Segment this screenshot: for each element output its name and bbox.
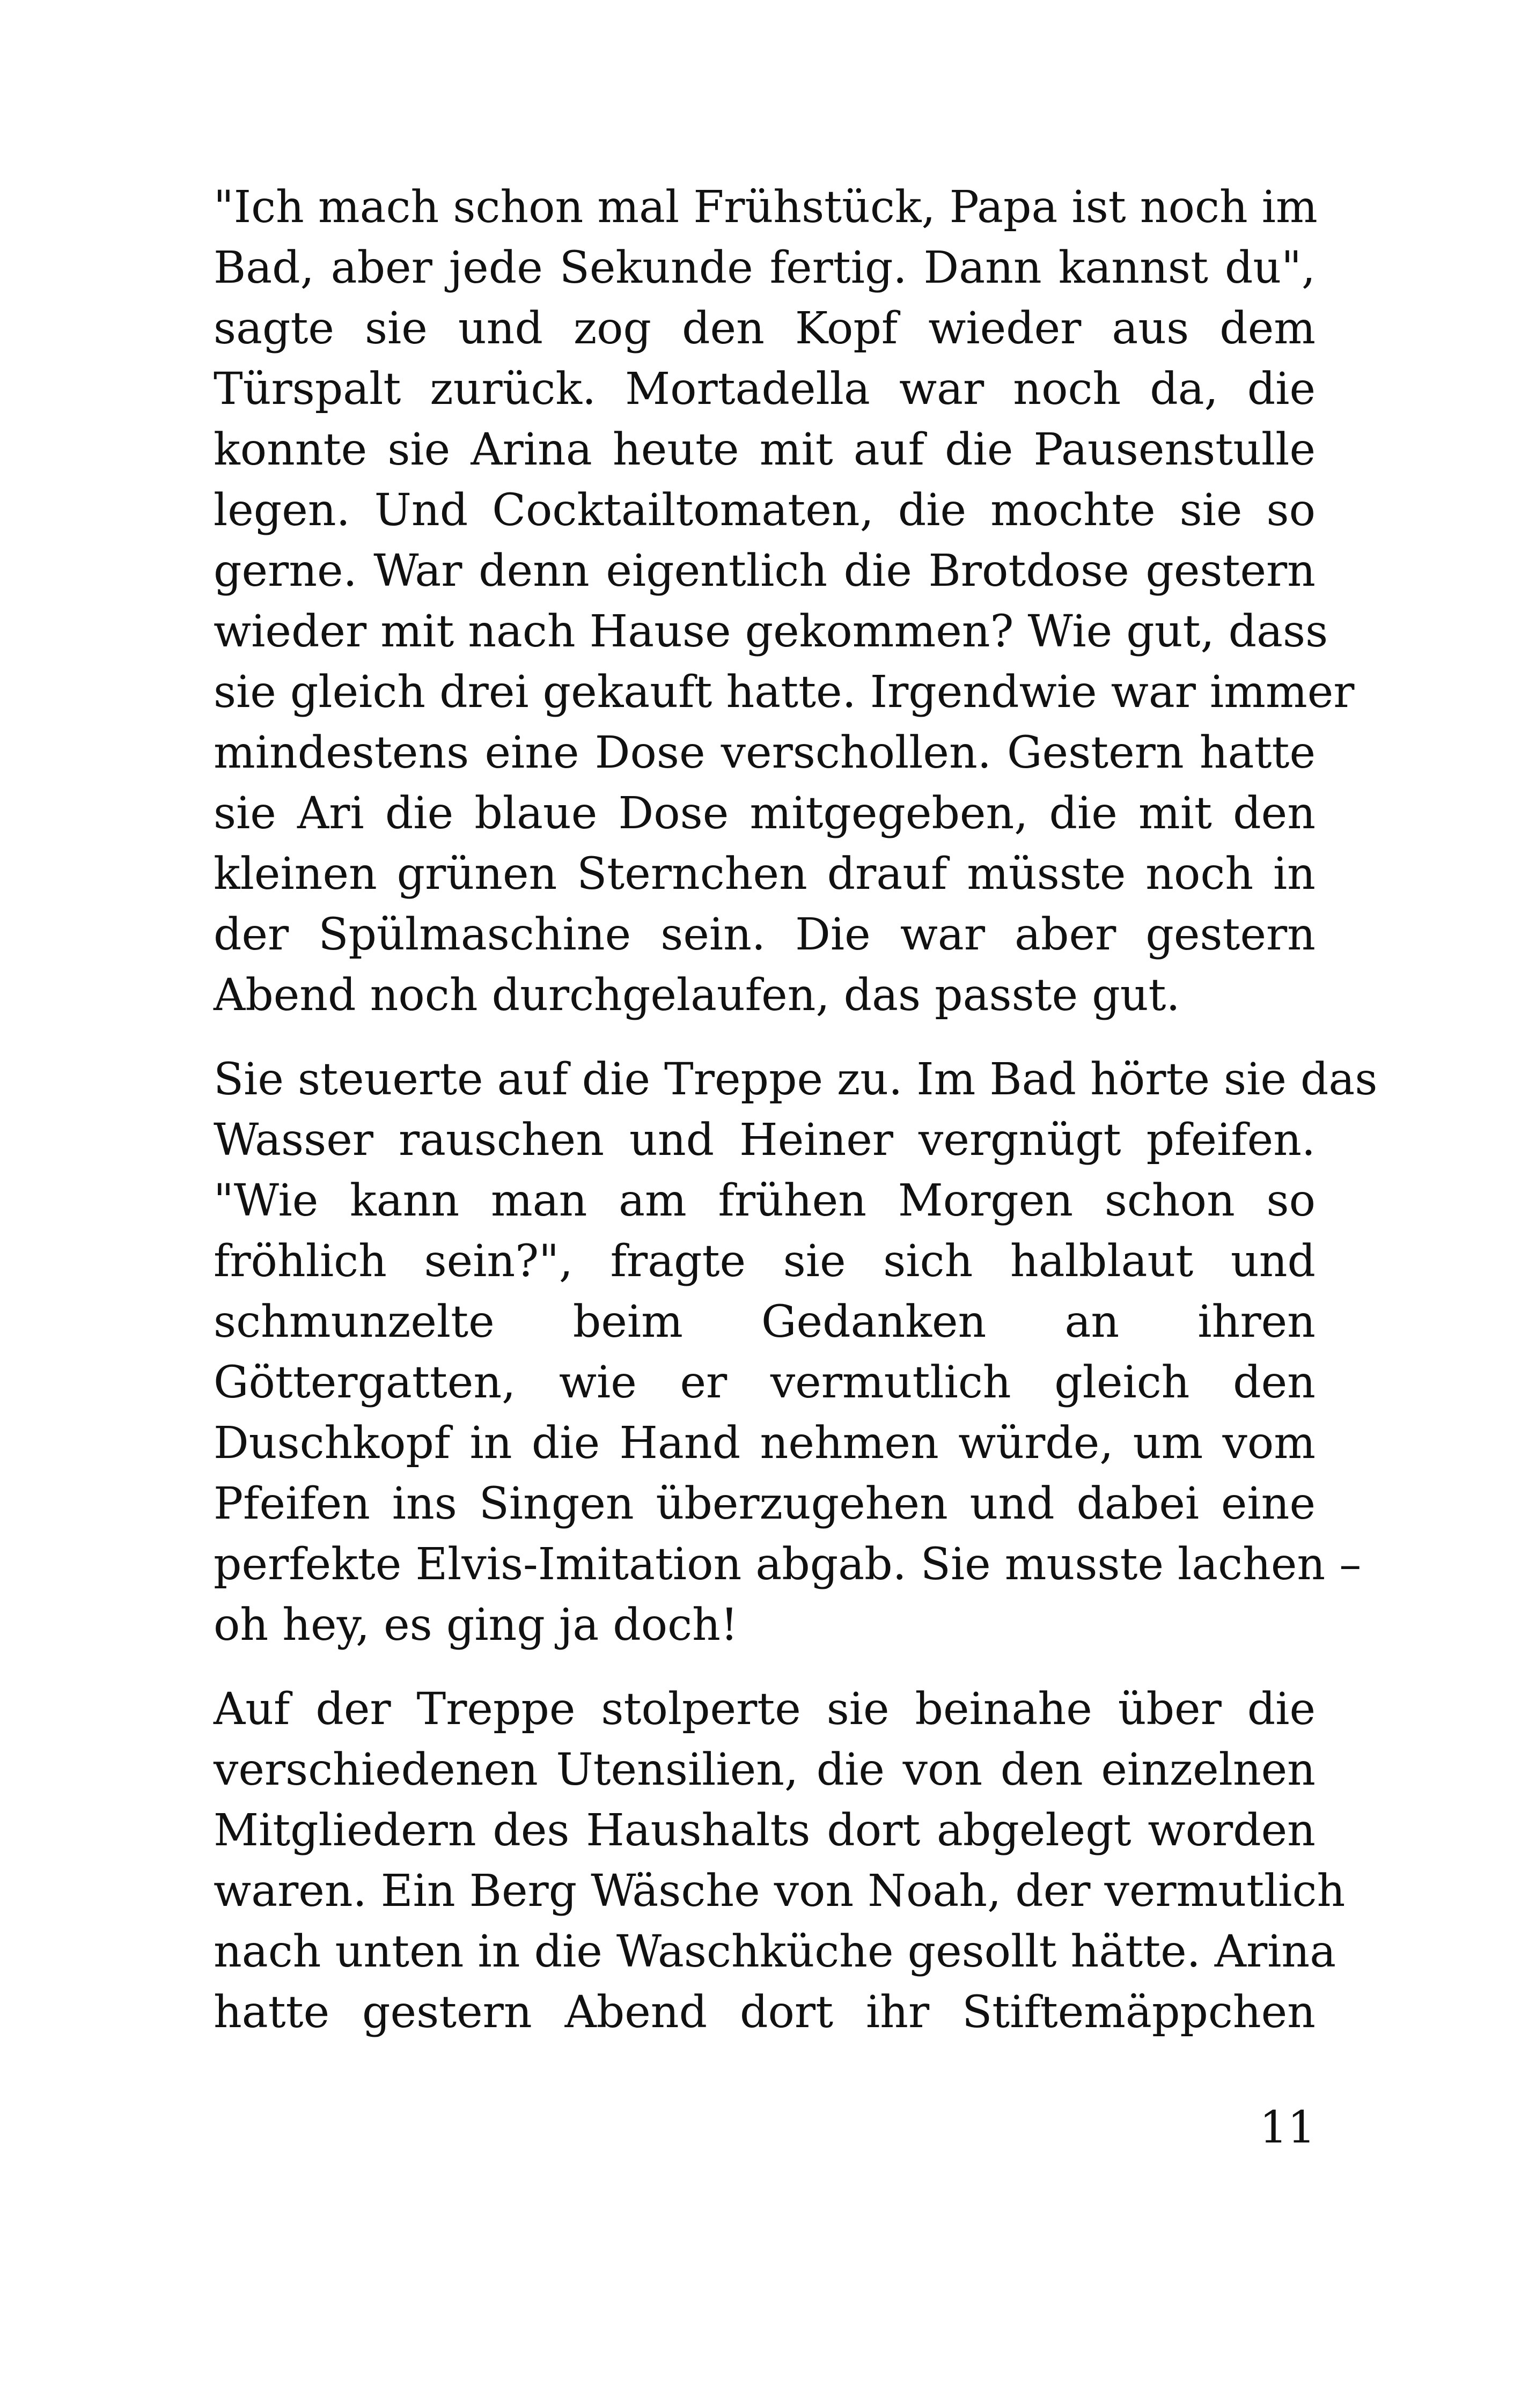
text-line: Türspalt zurück. Mortadella war noch da, die [214,364,1316,415]
text-line: gerne. War denn eigentlich die Brotdose gestern [214,546,1316,597]
text-line: verschiedenen Utensilien, die von den einzelnen [214,1744,1316,1795]
paragraph [214,177,1355,1026]
text-line: Pfeifen ins Singen überzugehen und dabei eine [214,1478,1316,1529]
text-line: fröhlich sein?", fragte sie sich halblaut und [214,1236,1316,1287]
body-text [214,177,1378,2043]
paragraph [214,1679,1346,2043]
paragraph-gap [214,1655,1316,1679]
text-line: schmunzelte beim Gedanken an ihren [214,1297,1316,1347]
text-line: Göttergatten, wie er vermutlich gleich den [214,1357,1316,1408]
page-number: 11 [1259,2102,1316,2153]
text-line: sie gleich drei gekauft hatte. Irgendwie war immer [214,667,1355,718]
text-line: "Ich mach schon mal Frühstück, Papa ist noch im [214,182,1318,233]
text-line: der Spülmaschine sein. Die war aber gestern [214,909,1316,960]
paragraph [214,1049,1378,1655]
text-line: kleinen grünen Sternchen drauf müsste noch in [214,849,1316,900]
text-line: konnte sie Arina heute mit auf die Pausenstulle [214,424,1316,475]
text-line: Auf der Treppe stolperte sie beinahe über die [214,1684,1316,1735]
text-line: hatte gestern Abend dort ihr Stiftemäppchen [214,1987,1316,2038]
text-line: "Wie kann man am frühen Morgen schon so [214,1175,1316,1226]
text-line: oh hey, es ging ja doch! [214,1600,738,1651]
text-line: Duschkopf in die Hand nehmen würde, um vom [214,1418,1316,1469]
text-line: mindestens eine Dose verschollen. Gestern hatte [214,727,1316,778]
text-line: sie Ari die blaue Dose mitgegeben, die mit den [214,788,1316,839]
paragraph-gap [214,1026,1316,1049]
text-line: Wasser rauschen und Heiner vergnügt pfeifen. [214,1115,1316,1166]
text-line: sagte sie und zog den Kopf wieder aus dem [214,303,1316,354]
text-line: waren. Ein Berg Wäsche von Noah, der vermutlich [214,1866,1346,1917]
text-line: Abend noch durchgelaufen, das passte gut. [214,970,1180,1021]
text-line: Mitgliedern des Haushalts dort abgelegt worden [214,1805,1316,1856]
text-line: nach unten in die Waschküche gesollt hätte. Arina [214,1926,1336,1977]
text-line: Bad, aber jede Sekunde fertig. Dann kannst du", [214,242,1316,293]
text-line: Sie steuerte auf die Treppe zu. Im Bad hörte sie das [214,1054,1378,1105]
text-line: legen. Und Cocktailtomaten, die mochte sie so [214,485,1316,536]
text-line: wieder mit nach Hause gekommen? Wie gut, dass [214,606,1328,657]
text-line: perfekte Elvis-Imitation abgab. Sie musste lachen – [214,1539,1362,1590]
